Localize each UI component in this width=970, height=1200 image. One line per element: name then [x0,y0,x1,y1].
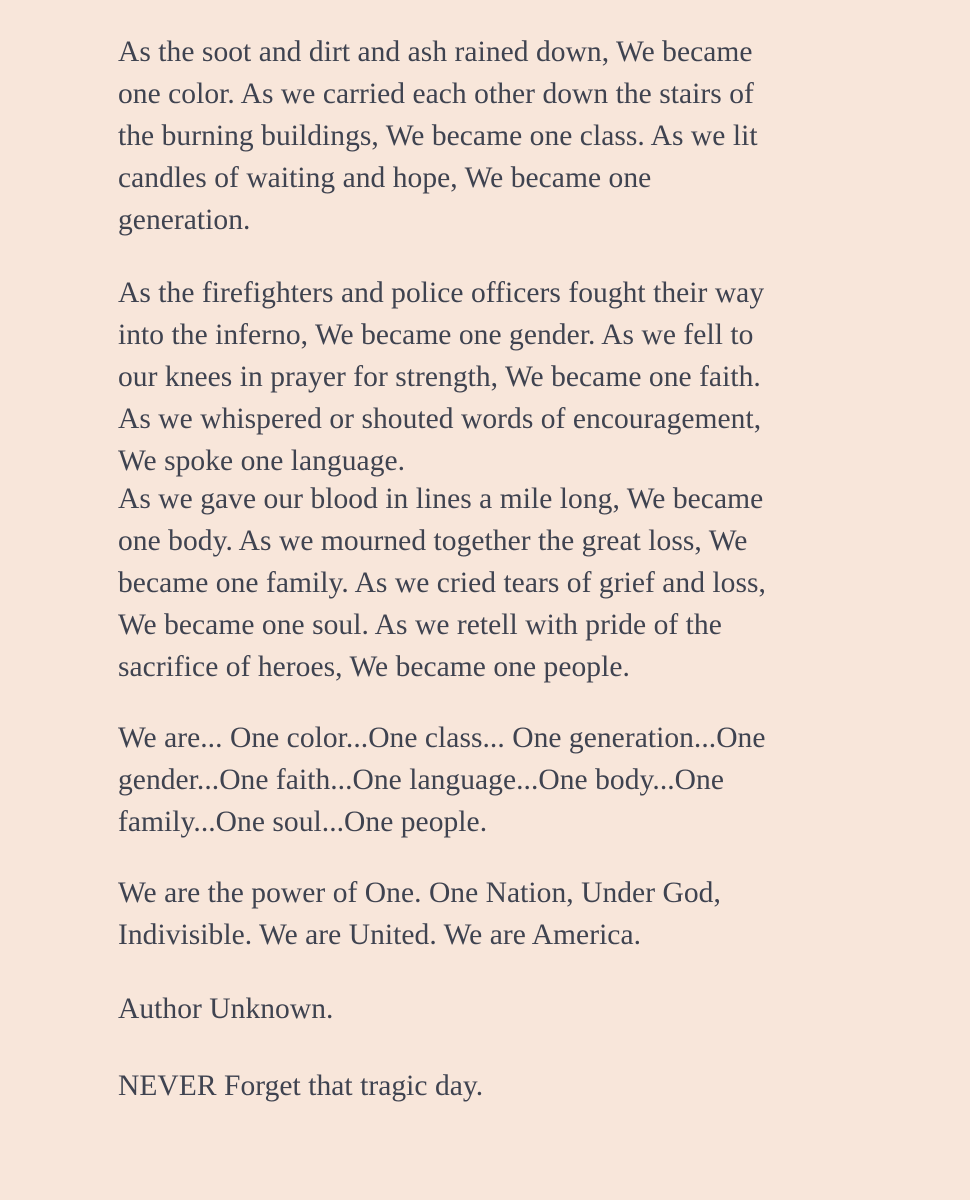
text-line: generation. [118,204,251,236]
text-line: our knees in prayer for strength, We became one faith. [118,361,761,393]
text-line: family...One soul...One people. [118,806,488,838]
text-line: into the inferno, We became one gender. As we fell to [118,319,754,351]
text-line: We spoke one language. [118,445,406,477]
text-line: As we gave our blood in lines a mile long, We became [118,483,764,515]
paragraph-one-gender [118,272,898,482]
text-line: sacrifice of heroes, We became one people. [118,651,630,683]
text-line: We are the power of One. One Nation, Under God, [118,877,721,909]
closing-line [118,1065,898,1107]
text-line: the burning buildings, We became one class. As we lit [118,120,758,152]
text-line: became one family. As we cried tears of grief and loss, [118,567,766,599]
paragraph-one-color [118,31,898,241]
paragraph-we-are-one [118,717,898,843]
text-line: We became one soul. As we retell with pride of the [118,609,722,641]
text-line: candles of waiting and hope, We became one [118,162,652,194]
text-line: Indivisible. We are United. We are America. [118,919,642,951]
text-line: As the firefighters and police officers fought their way [118,277,765,309]
text-line: NEVER Forget that tragic day. [118,1070,484,1102]
text-line: one color. As we carried each other down the stairs of [118,78,754,110]
paragraph-one-body [118,478,898,688]
text-line: As we whispered or shouted words of encouragement, [118,403,762,435]
text-line: As the soot and dirt and ash rained down, We became [118,36,753,68]
text-line: gender...One faith...One language...One body...One [118,764,724,796]
author-credit [118,988,898,1030]
paragraph-power-of-one [118,872,898,956]
text-line: one body. As we mourned together the great loss, We [118,525,748,557]
text-line: Author Unknown. [118,993,334,1025]
text-line: We are... One color...One class... One generation...One [118,722,766,754]
